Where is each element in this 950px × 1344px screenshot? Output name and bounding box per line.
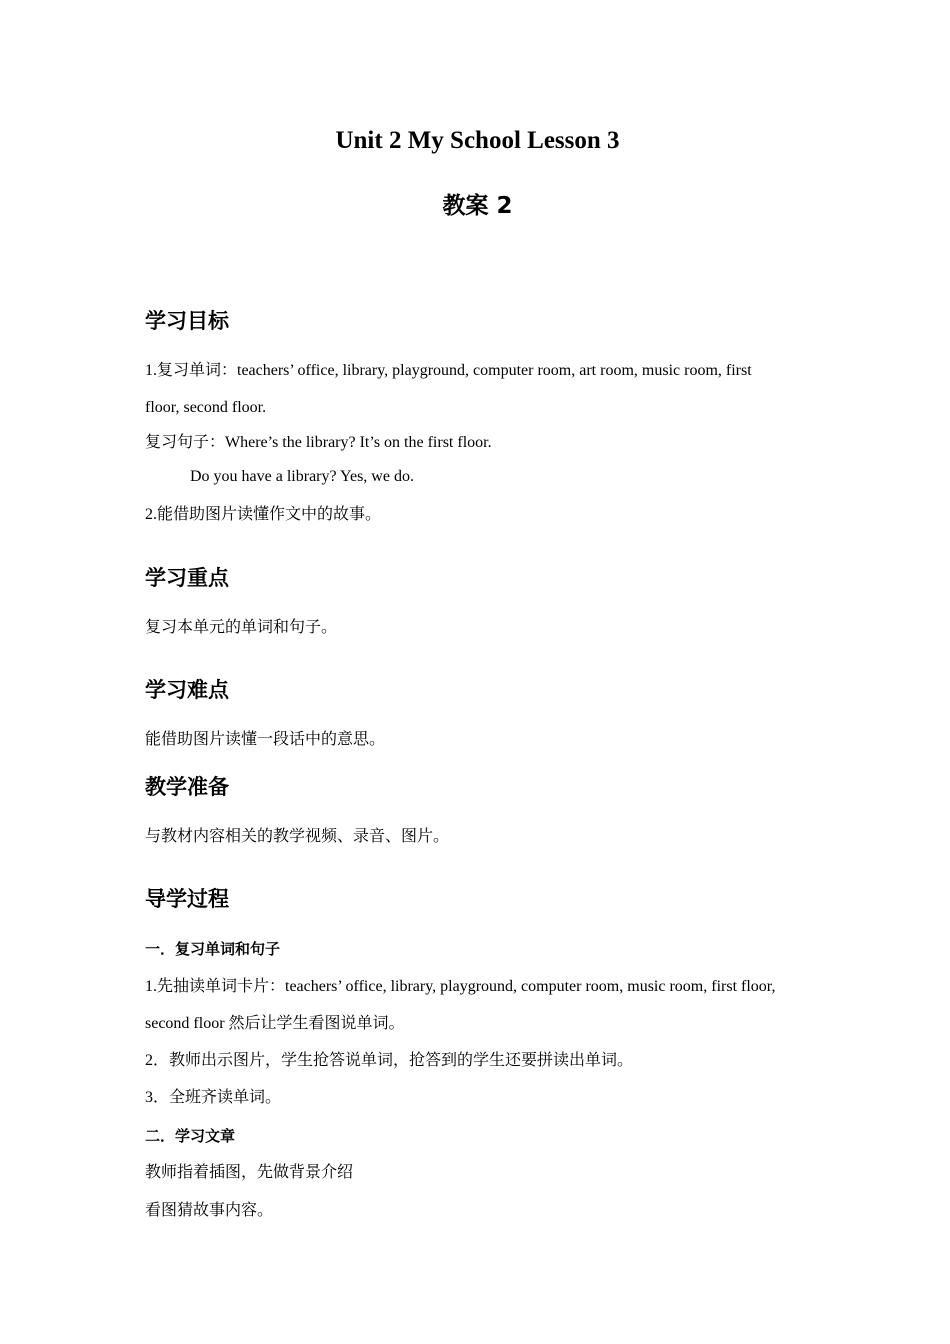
process-part2-line-1: 教师指着插图，先做背景介绍 [145,1164,354,1181]
objectives-heading: 学习目标 [145,309,229,333]
process-part2-heading: 二．学习文章 [145,1127,236,1145]
process-part1-heading: 一．复习单词和句子 [145,940,281,958]
objectives-line-2: floor, second floor. [145,399,267,416]
preparation-text: 与教材内容相关的教学视频、录音、图片。 [145,828,450,845]
objectives-line-4: Do you have a library? Yes, we do. [190,468,414,485]
document-title: Unit 2 My School Lesson 3 [335,127,620,154]
process-part1-line-3: 2．教师出示图片，学生抢答说单词，抢答到的学生还要拼读出单词。 [145,1052,634,1069]
objectives-line-5: 2.能借助图片读懂作文中的故事。 [145,506,382,523]
objectives-line-3: 复习句子：Where’s the library? It’s on the first floor. [145,434,492,451]
objectives-line-1: 1.复习单词：teachers’ office, library, playground, computer room, art room, music room, first [145,362,752,379]
process-part1-line-4: 3．全班齐读单词。 [145,1089,282,1106]
process-part2-line-2: 看图猜故事内容。 [145,1202,274,1219]
process-part1-line-1: 1.先抽读单词卡片：teachers’ office, library, playground, computer room, music room, first floor, [145,978,776,995]
process-heading: 导学过程 [145,887,229,911]
process-part1-line-2: second floor 然后让学生看图说单词。 [145,1015,405,1032]
difficulties-text: 能借助图片读懂一段话中的意思。 [145,731,386,748]
key-points-heading: 学习重点 [145,566,229,590]
document-subtitle: 教案 2 [442,193,513,219]
difficulties-heading: 学习难点 [145,678,229,702]
key-points-text: 复习本单元的单词和句子。 [145,619,338,636]
preparation-heading: 教学准备 [145,775,229,799]
